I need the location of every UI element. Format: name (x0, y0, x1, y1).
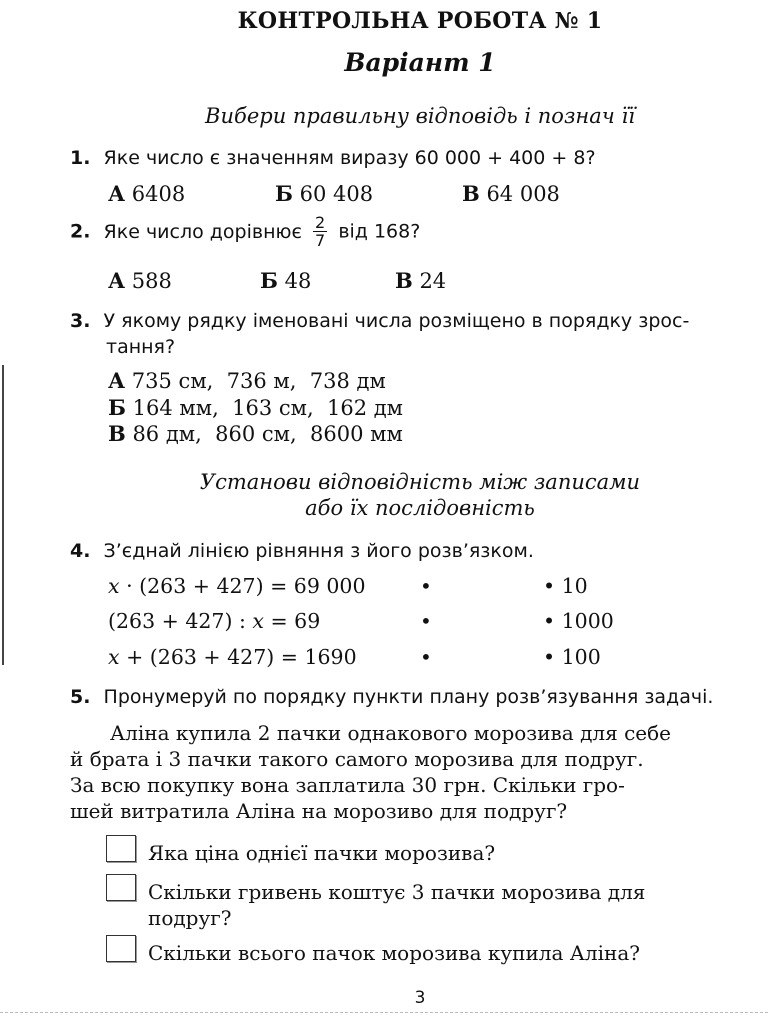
question-number: 2. (70, 220, 91, 243)
answer-value: 1000 (561, 609, 614, 633)
answer-option-b[interactable] (260, 268, 311, 293)
option-letter: В (108, 421, 126, 446)
option-value: 48 (284, 269, 312, 293)
answer-option-c[interactable] (462, 181, 560, 206)
question-5 (70, 686, 713, 708)
option-value: 6408 (131, 182, 186, 206)
problem-line: й брата і 3 пачки такого самого морозива для подруг. (70, 747, 644, 771)
option-value: 86 дм, 860 см, 8600 мм (132, 422, 403, 446)
option-letter: В (395, 268, 413, 293)
option-letter: А (108, 368, 126, 393)
option-letter: Б (108, 395, 126, 420)
equation-1 (108, 574, 366, 598)
plan-item-2-line2: подруг? (148, 906, 232, 930)
match-dot-right[interactable]: • (543, 574, 556, 598)
option-value: 588 (131, 269, 172, 293)
answer-option-b[interactable] (108, 395, 403, 420)
equation-2 (108, 609, 320, 633)
option-value: 735 см, 736 м, 738 дм (131, 369, 386, 393)
match-dot-right[interactable]: • (543, 609, 556, 633)
answer-2 (543, 609, 614, 633)
worksheet-title: КОНТРОЛЬНА РОБОТА № 1 (237, 8, 603, 34)
section-instruction-choose: Вибери правильну відповідь і познач її (205, 104, 635, 128)
fraction-numerator: 2 (315, 213, 326, 232)
match-dot-left[interactable]: • (420, 574, 432, 598)
equation-rest: = 69 (263, 609, 321, 633)
option-letter: А (108, 268, 126, 293)
fraction-denominator: 7 (315, 231, 326, 250)
answer-option-a[interactable] (108, 181, 185, 206)
question-4 (70, 540, 534, 562)
equation-rest: + (263 + 427) = 1690 (119, 645, 357, 669)
question-3 (70, 310, 689, 332)
section-instruction-match-line2: або їх послідовність (305, 496, 535, 520)
option-letter: А (108, 181, 126, 206)
fraction (313, 214, 327, 249)
question-text-line2: тання? (106, 336, 176, 358)
plan-number-box-3[interactable] (106, 935, 136, 962)
plan-item-1: Яка ціна однієї пачки морозива? (148, 841, 496, 865)
option-letter: Б (260, 268, 278, 293)
question-number: 1. (70, 147, 91, 169)
plan-item-3: Скільки всього пачок морозива купила Аліна? (148, 941, 640, 965)
page-number: 3 (414, 988, 426, 1008)
problem-line: За всю покупку вона заплатила 30 грн. Скільки гро- (70, 773, 625, 797)
equation-rest: · (263 + 427) = 69 000 (119, 574, 366, 598)
option-value: 24 (419, 269, 447, 293)
problem-text (70, 720, 766, 824)
question-text-line1: У якому рядку іменовані числа розміщено в порядку зрос- (103, 310, 690, 332)
option-value: 60 408 (299, 182, 374, 206)
section-instruction-match-line1: Установи відповідність між записами (199, 470, 641, 494)
question-number: 3. (70, 310, 91, 332)
question-2 (70, 214, 420, 249)
answer-value: 100 (561, 645, 601, 669)
answer-value: 10 (561, 574, 588, 598)
answer-option-c[interactable] (108, 421, 403, 446)
question-1 (70, 147, 596, 169)
question-text: З’єднай лінією рівняння з його розв’язком. (103, 540, 534, 562)
option-letter: В (462, 181, 480, 206)
option-value: 164 мм, 163 см, 162 дм (132, 396, 403, 420)
question-text-before: Яке число дорівнює (103, 220, 302, 243)
equation-3 (108, 645, 357, 669)
answer-option-c[interactable] (395, 268, 446, 293)
equation-pre: (263 + 427) : (108, 609, 253, 633)
question-number: 5. (70, 686, 91, 708)
option-value: 64 008 (486, 182, 560, 206)
match-dot-left[interactable]: • (420, 609, 432, 633)
option-letter: Б (275, 181, 293, 206)
plan-number-box-2[interactable] (106, 874, 136, 901)
answer-1 (543, 574, 588, 598)
variable-x: x (108, 645, 120, 669)
answer-option-a[interactable] (108, 368, 386, 393)
question-number: 4. (70, 540, 91, 562)
question-text: Пронумеруй по порядку пункти плану розв’язування задачі. (103, 686, 714, 708)
variant-heading: Варіант 1 (344, 48, 496, 77)
variable-x: x (252, 609, 264, 633)
question-text-after: від 168? (338, 220, 421, 243)
scan-edge-line (2, 365, 4, 665)
problem-line: Аліна купила 2 пачки однакового морозива для себе (110, 721, 671, 745)
question-text: Яке число є значенням виразу 60 000 + 400 + 8? (103, 147, 596, 169)
match-dot-right[interactable]: • (543, 645, 556, 669)
answer-option-a[interactable] (108, 268, 172, 293)
match-dot-left[interactable]: • (420, 645, 432, 669)
plan-number-box-1[interactable] (106, 835, 136, 862)
variable-x: x (108, 574, 120, 598)
plan-item-2-line1: Скільки гривень коштує 3 пачки морозива для (148, 880, 646, 904)
page-bottom-divider (0, 1012, 768, 1014)
answer-3 (543, 645, 601, 669)
answer-option-b[interactable] (275, 181, 373, 206)
problem-line: шей витратила Аліна на морозиво для подруг? (70, 799, 568, 823)
